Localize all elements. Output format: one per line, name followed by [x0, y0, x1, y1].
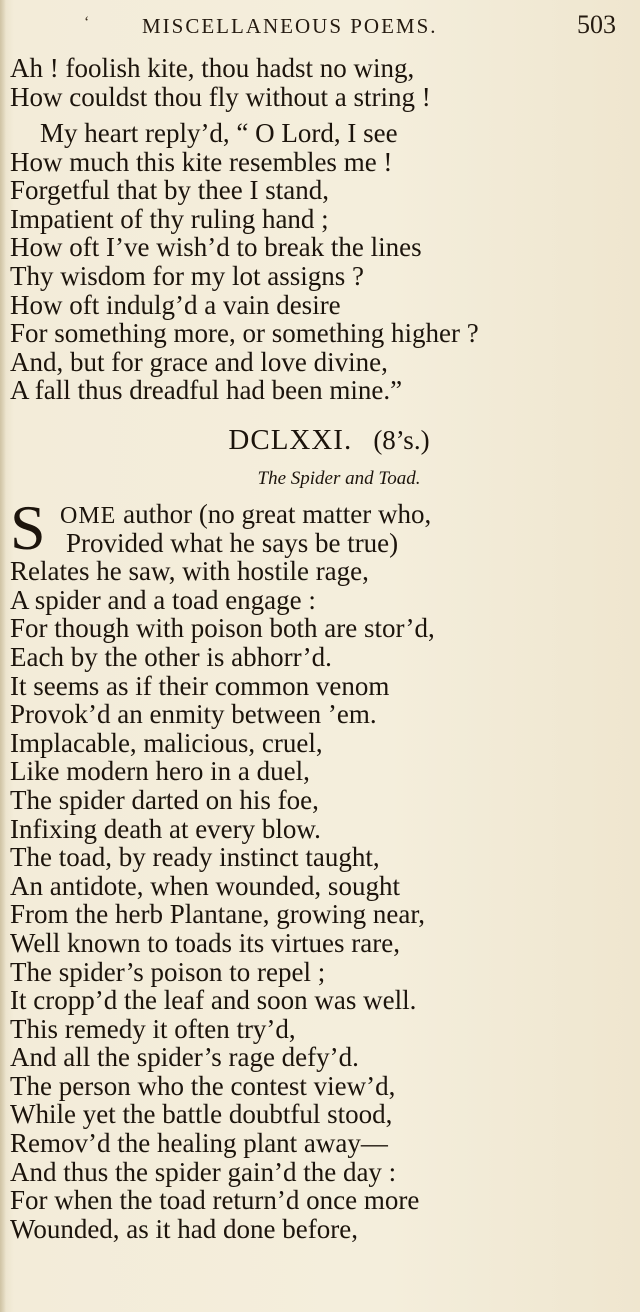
- poem-line: This remedy it often try’d,: [10, 1013, 296, 1044]
- poem-line: Infixing death at every blow.: [10, 813, 321, 844]
- hymn-second-line: Provided what he says be true): [66, 527, 399, 558]
- poem-line: How couldst thou fly without a string !: [10, 81, 431, 112]
- poem-line: Remov’d the healing plant away—: [10, 1128, 388, 1159]
- poem-line: Relates he saw, with hostile rage,: [10, 556, 369, 587]
- first-line-text: author (no great matter who,: [116, 499, 432, 529]
- poem-line: Wounded, as it had done before,: [10, 1213, 358, 1244]
- poem-line: For when the toad return’d once more: [10, 1185, 420, 1216]
- poem-line: The spider’s poison to repel ;: [10, 956, 326, 987]
- poem-line: Well known to toads its virtues rare,: [10, 927, 400, 958]
- poem-line: For though with poison both are stor’d,: [10, 613, 435, 644]
- poem-line: Ah ! foolish kite, thou hadst no wing,: [10, 53, 415, 83]
- poem-line: Forgetful that by thee I stand,: [10, 175, 329, 206]
- poem-line: The toad, by ready instinct taught,: [10, 842, 380, 873]
- poem-line: Provok’d an enmity between ’em.: [10, 699, 377, 730]
- hymn-number: DCLXXI.: [228, 424, 353, 456]
- poem-line: From the herb Plantane, growing near,: [10, 899, 426, 930]
- poem-line: It cropp’d the leaf and soon was well.: [10, 985, 417, 1016]
- printer-mark: ‘: [84, 14, 90, 31]
- stanza-first-line: My heart reply’d, “ O Lord, I see: [40, 118, 398, 148]
- page-number: 503: [577, 10, 616, 39]
- poem-line: How much this kite resembles me !: [10, 146, 393, 177]
- poem-line: And all the spider’s rage defy’d.: [10, 1042, 359, 1073]
- hymn-first-line: [10, 500, 630, 529]
- hymn-meter: (8’s.): [373, 425, 430, 455]
- drop-cap: S: [10, 492, 46, 563]
- gutter-shadow: [0, 0, 6, 1312]
- poem-line: A spider and a toad engage :: [10, 584, 316, 615]
- hymn-title: The Spider and Toad.: [257, 468, 421, 489]
- poem-line: The person who the contest view’d,: [10, 1070, 396, 1101]
- previous-poem-ending: [10, 54, 630, 111]
- poem-line: And thus the spider gain’d the day :: [10, 1156, 397, 1187]
- poem-line: While yet the battle doubtful stood,: [10, 1099, 393, 1130]
- poem-line: How oft I’ve wish’d to break the lines: [10, 232, 422, 263]
- poem-line: Impatient of thy ruling hand ;: [10, 203, 329, 234]
- poem-line: A fall thus dreadful had been mine.”: [10, 375, 403, 406]
- hymn-heading: [0, 424, 640, 457]
- running-head: [0, 10, 640, 42]
- hymn-body: [10, 492, 630, 1244]
- first-word-caps: OME: [60, 503, 117, 529]
- poem-line: Implacable, malicious, cruel,: [10, 727, 323, 758]
- poem-line: Each by the other is abhorr’d.: [10, 641, 332, 672]
- poem-line: Thy wisdom for my lot assigns ?: [10, 260, 364, 291]
- poem-line: An antidote, when wounded, sought: [10, 870, 400, 901]
- poem-line: How oft indulg’d a vain desire: [10, 289, 341, 320]
- running-head-title: MISCELLANEOUS POEMS.: [142, 14, 438, 38]
- poem-line: It seems as if their common venom: [10, 670, 390, 701]
- reply-stanza: [10, 119, 630, 405]
- poem-line: Like modern hero in a duel,: [10, 756, 310, 787]
- poem-line: The spider darted on his foe,: [10, 784, 319, 815]
- poem-line: For something more, or something higher ?: [10, 318, 479, 349]
- poem-line: And, but for grace and love divine,: [10, 346, 388, 377]
